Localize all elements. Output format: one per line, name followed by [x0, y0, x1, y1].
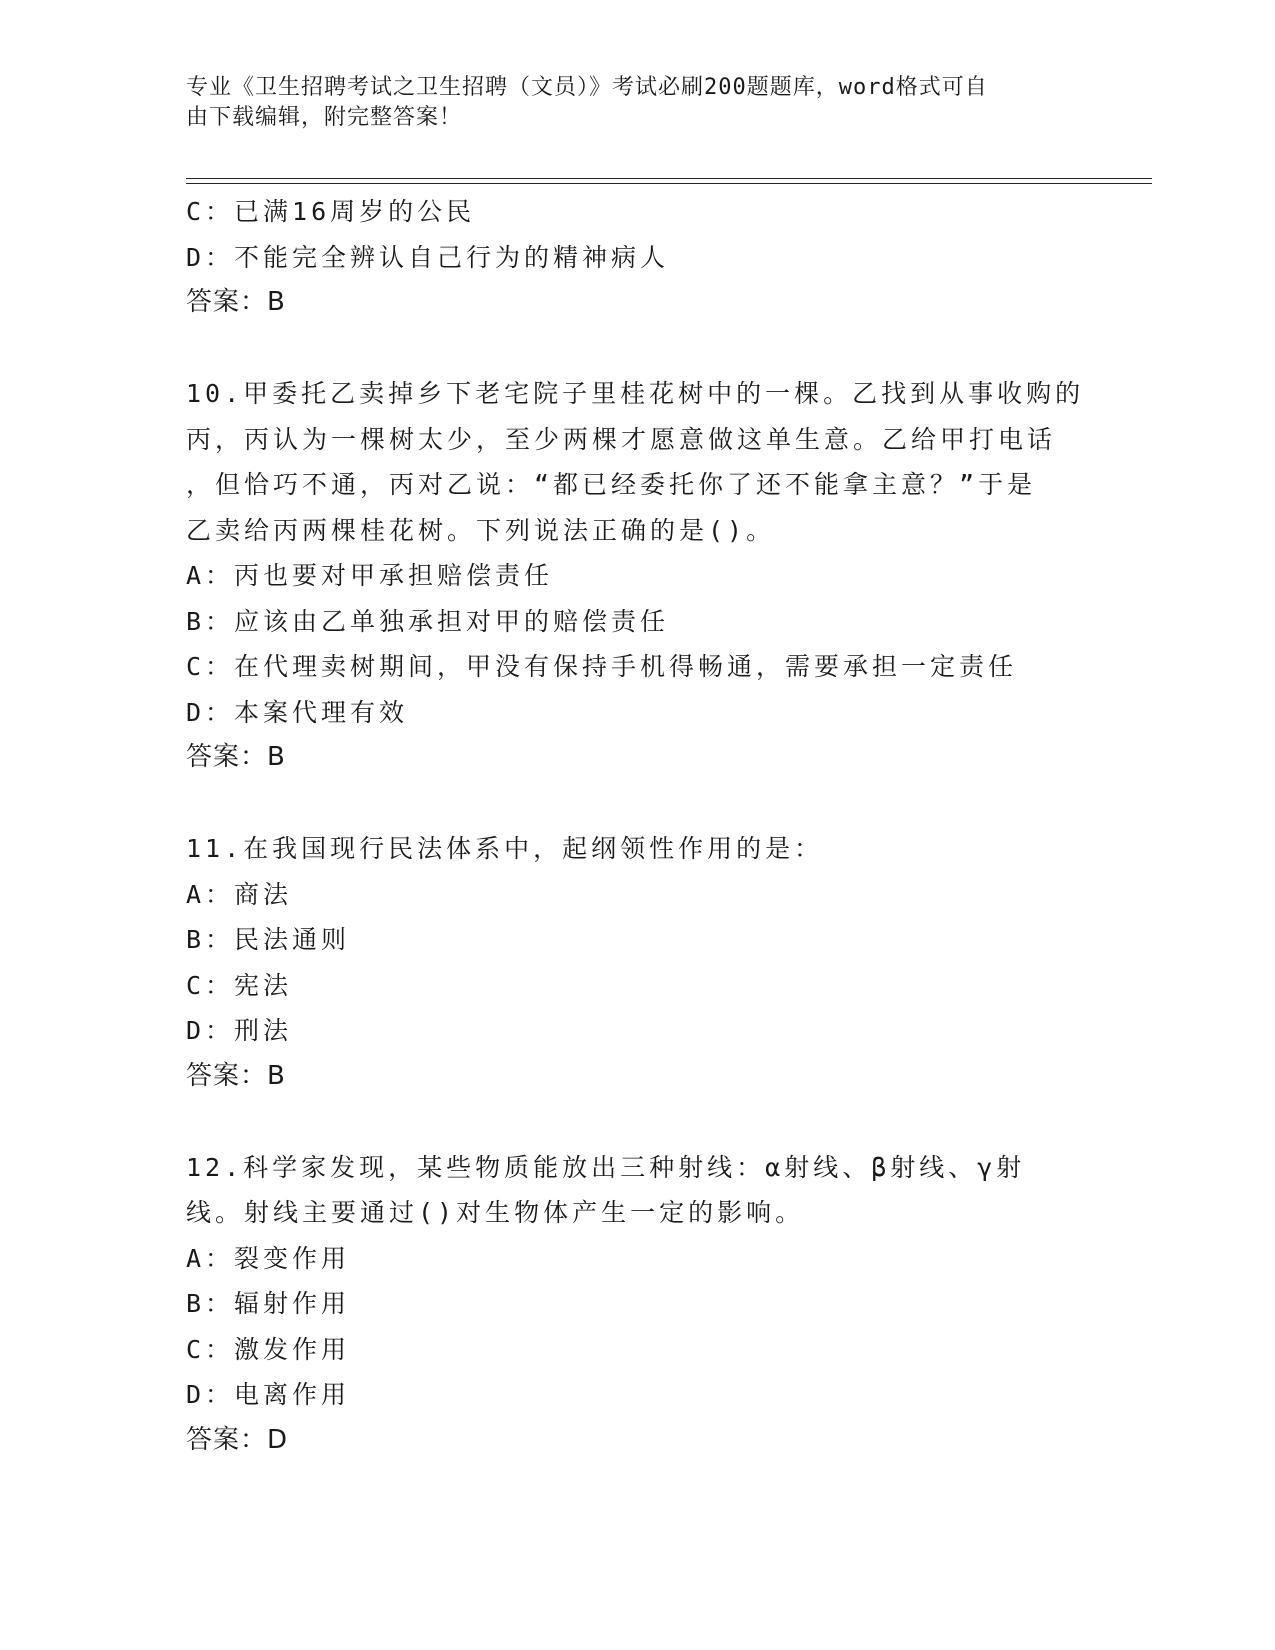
- header-rule-top: [186, 178, 1152, 179]
- question-11: [186, 826, 1086, 1099]
- option-c: C：已满16周岁的公民: [186, 197, 476, 226]
- option-b: B：辐射作用: [186, 1289, 351, 1318]
- question-stem-line: ，但恰巧不通，丙对乙说：“都已经委托你了还不能拿主意？”于是: [186, 470, 1037, 499]
- option-c: C：宪法: [186, 970, 293, 1000]
- spacer: [186, 781, 1086, 827]
- question-stem-line: 丙，丙认为一棵树太少，至少两棵才愿意做这单生意。乙给甲打电话: [186, 424, 1057, 454]
- option-a: A：丙也要对甲承担赔偿责任: [186, 561, 554, 590]
- option-d: D：本案代理有效: [186, 697, 409, 727]
- option-d: D：电离作用: [186, 1380, 351, 1409]
- prev-question: [186, 189, 1086, 326]
- question-stem-line: 乙卖给丙两棵桂花树。下列说法正确的是()。: [186, 515, 776, 545]
- option-a: A：裂变作用: [186, 1243, 351, 1273]
- question-content: [186, 189, 1086, 1463]
- option-b: B：应该由乙单独承担对甲的赔偿责任: [186, 606, 670, 636]
- header-line-1: 专业《卫生招聘考试之卫生招聘（文员）》考试必刷200题题库，word格式可自: [186, 75, 988, 100]
- option-a: A：商法: [186, 879, 293, 909]
- answer-line: 答案：D: [186, 1424, 289, 1455]
- answer-line: 答案：B: [186, 1060, 286, 1091]
- header-line-2: 由下载编辑，附完整答案！: [186, 105, 463, 130]
- option-d: D：刑法: [186, 1016, 293, 1045]
- document-header: [186, 73, 1066, 133]
- spacer: [186, 326, 1086, 372]
- spacer: [186, 1099, 1086, 1145]
- option-b: B：民法通则: [186, 925, 351, 954]
- question-stem-line: 线。射线主要通过()对生物体产生一定的影响。: [186, 1198, 805, 1227]
- answer-line: 答案：B: [186, 287, 286, 317]
- option-c: C：激发作用: [186, 1334, 351, 1364]
- question-stem-line: 11.在我国现行民法体系中，起纲领性作用的是：: [186, 834, 824, 863]
- question-stem-line: 10.甲委托乙卖掉乡下老宅院子里桂花树中的一棵。乙找到从事收购的: [186, 379, 1085, 408]
- option-d: D：不能完全辨认自己行为的精神病人: [186, 242, 670, 272]
- answer-line: 答案：B: [186, 742, 286, 772]
- header-rule-bottom: [186, 183, 1152, 184]
- question-stem-line: 12.科学家发现，某些物质能放出三种射线：α射线、β射线、γ射: [186, 1152, 1026, 1182]
- question-10: [186, 371, 1086, 781]
- option-c: C：在代理卖树期间，甲没有保持手机得畅通，需要承担一定责任: [186, 652, 1018, 681]
- question-12: [186, 1145, 1086, 1464]
